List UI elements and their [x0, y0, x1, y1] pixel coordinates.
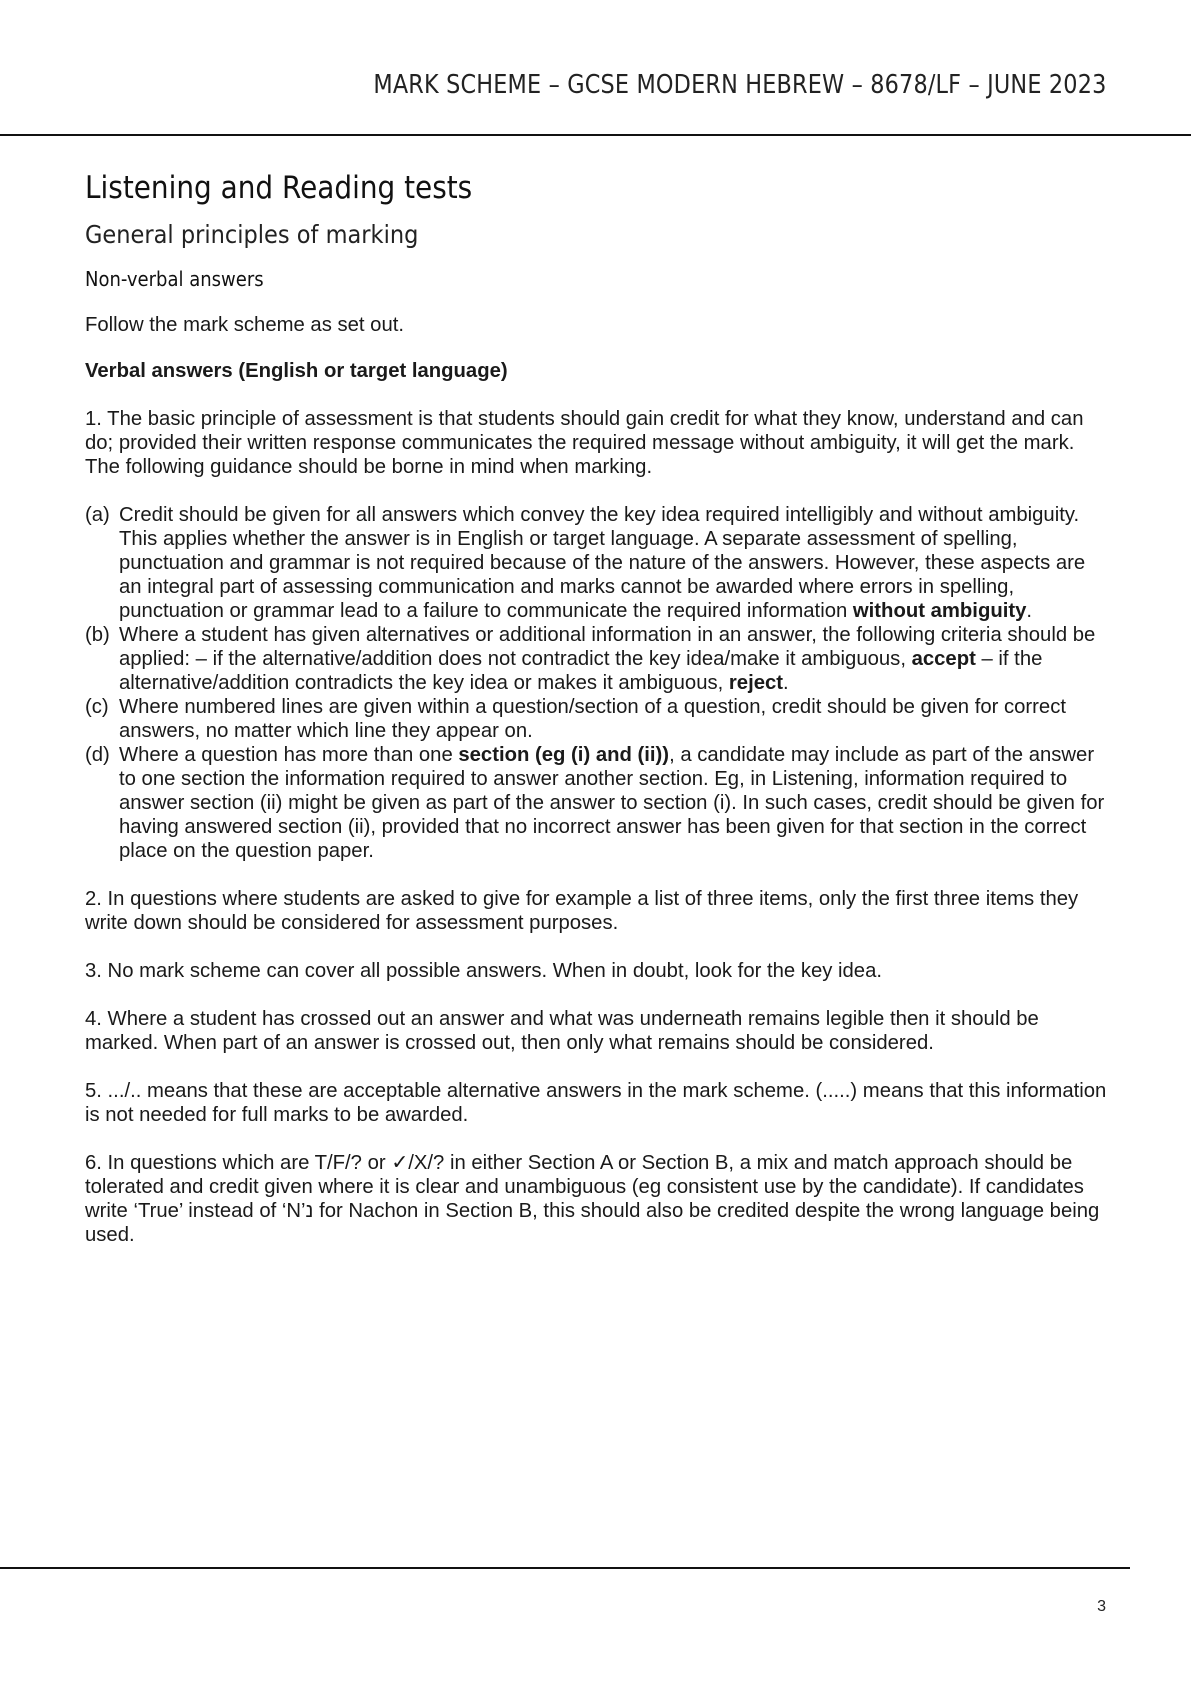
main-content: [85, 170, 1110, 1247]
item-d-text2: , a candidate may include as part of the answer to one section the information required to answer another section. Eg, in Listening, information required to answer section (ii) might be given as part of the answer to section (i). In such cases, credit should be given for having answered section (ii), provided that no incorrect answer has been given for that section in the correct place on the question paper.: [119, 744, 1105, 862]
item-text: [119, 743, 1110, 863]
item-label: (c): [85, 696, 109, 718]
item-b-end: .: [783, 672, 789, 694]
principle-6: 6. In questions which are T/F/? or ✓/X/? in either Section A or Section B, a mix and match approach should be tolerated and credit given where it is clear and unambiguous (eg consistent use by the candidate). If candidates write ‘True’ instead of ‘N’נ for Nachon in Section B, this should also be credited despite the wrong language being used.: [85, 1152, 1100, 1246]
list-item-a: [85, 503, 1110, 623]
item-b-accept: accept: [911, 648, 976, 670]
guidance-list: [85, 503, 1110, 863]
item-d-bold: section (eg (i) and (ii)): [458, 744, 670, 766]
list-item-b: [85, 623, 1110, 695]
principle-4: 4. Where a student has crossed out an answer and what was underneath remains legible then it should be marked. When part of an answer is crossed out, then only what remains should be considered.: [85, 1008, 1039, 1054]
nonverbal-heading: Non-verbal answers: [85, 267, 264, 291]
item-b-text1: Where a student has given alternatives or additional information in an answer, the following criteria should be applied: – if the alternative/addition does not contradict the key idea/make it ambiguous,: [119, 624, 1096, 670]
item-a-bold: without ambiguity: [852, 600, 1027, 622]
principle-5: 5. .../.. means that these are acceptable alternative answers in the mark scheme. (.....) means that this information is not needed for full marks to be awarded.: [85, 1080, 1107, 1126]
item-text: [119, 503, 1110, 623]
item-b-reject: reject: [728, 672, 784, 694]
item-a-end: .: [1026, 600, 1033, 622]
item-text: [119, 623, 1110, 695]
item-d-text1: Where a question has more than one: [119, 744, 459, 766]
page-header: [0, 0, 1191, 136]
principle-3: 3. No mark scheme can cover all possible answers. When in doubt, look for the key idea.: [85, 960, 882, 982]
section-subtitle: General principles of marking: [85, 220, 419, 249]
item-label: (a): [85, 504, 110, 526]
item-label: (d): [85, 744, 110, 766]
list-item-d: [85, 743, 1110, 863]
item-b-text2: – if the alternative/addition contradicts the key idea or makes it ambiguous,: [119, 648, 1043, 694]
principle-2: 2. In questions where students are asked to give for example a list of three items, only the first three items they write down should be considered for assessment purposes.: [85, 888, 1079, 934]
page-number: 3: [1097, 1598, 1106, 1615]
nonverbal-text: Follow the mark scheme as set out.: [85, 314, 404, 336]
section-title: Listening and Reading tests: [85, 170, 473, 206]
item-text: Where numbered lines are given within a question/section of a question, credit should be given for correct answers, no matter which line they appear on.: [119, 696, 1066, 742]
footer-divider: [0, 1567, 1130, 1569]
header-title: MARK SCHEME – GCSE MODERN HEBREW – 8678/LF – JUNE 2023: [372, 70, 1106, 100]
principle-1: 1. The basic principle of assessment is that students should gain credit for what they know, understand and can do; provided their written response communicates the required message without ambiguity, it will get the mark. The following guidance should be borne in mind when marking.: [85, 408, 1084, 478]
header-divider: [0, 134, 1191, 136]
list-item-c: [85, 695, 1110, 743]
item-a-text: Credit should be given for all answers which convey the key idea required intelligibly and without ambiguity. This applies whether the answer is in English or target language. A separate assessment of spelling, punctuation and grammar is not required because of the nature of the answers. However, these aspects are an integral part of assessing communication and marks cannot be awarded where errors in spelling, punctuation or grammar lead to a failure to communicate the required information: [119, 504, 1086, 622]
verbal-heading: Verbal answers (English or target language): [85, 360, 508, 382]
item-label: (b): [85, 624, 110, 646]
